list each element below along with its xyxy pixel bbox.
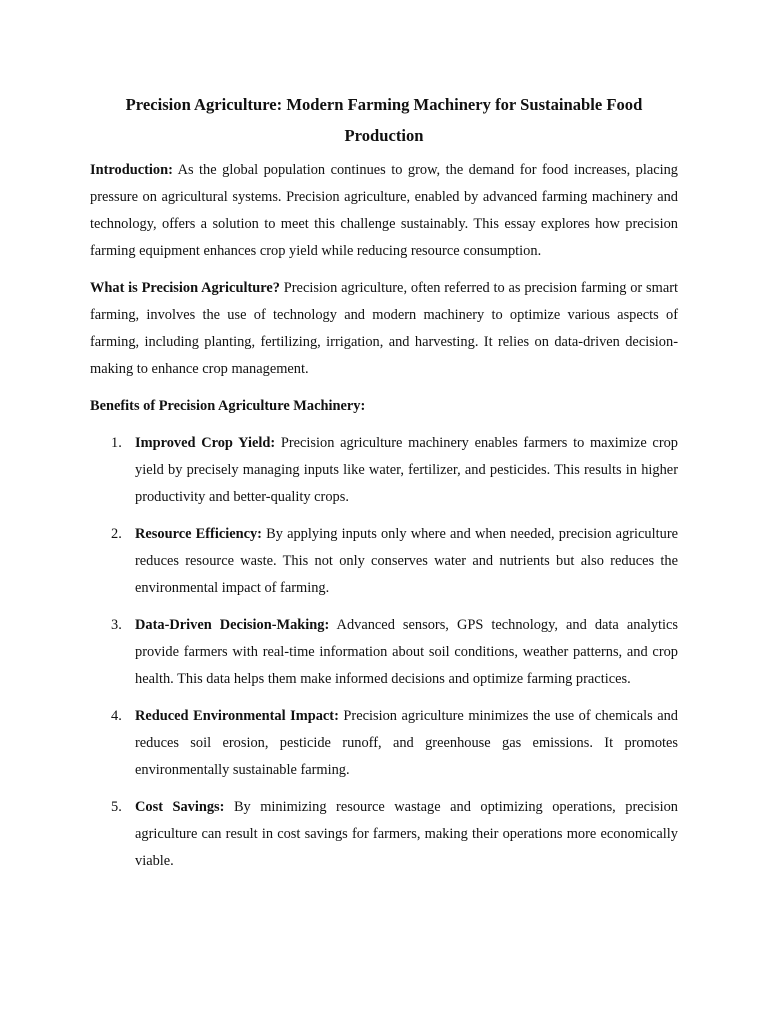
introduction-text: As the global population continues to grow, the demand for food increases, placing pressure on agricultural systems. Precision agriculture, enabled by advanced farming machinery and technology, offers a solution to meet this challenge sustainably. This essay explores how precision farming equipment enhances crop yield while reducing resource consumption. (90, 162, 678, 259)
introduction-lead: Introduction: (90, 162, 173, 178)
what-is-lead: What is Precision Agriculture? (90, 280, 280, 296)
benefit-item-environmental-impact (90, 703, 678, 784)
benefit-lead: Improved Crop Yield: (135, 435, 276, 451)
list-number: 5. (111, 799, 122, 815)
benefit-text: Precision agriculture minimizes the use of chemicals and reduces soil erosion, pesticide runoff, and greenhouse gas emissions. It promotes environmentally sustainable farming. (135, 708, 678, 778)
benefit-item-crop-yield (90, 430, 678, 511)
benefit-item-resource-efficiency (90, 521, 678, 602)
benefit-item-cost-savings (90, 794, 678, 875)
what-is-text: Precision agriculture, often referred to as precision farming or smart farming, involves the use of technology and modern machinery to optimize various aspects of farming, including planting, fertilizing, irrigation, and harvesting. It relies on data-driven decision-making to enhance crop management. (90, 280, 678, 377)
benefit-lead: Data-Driven Decision-Making: (135, 617, 330, 633)
list-number: 2. (111, 526, 122, 542)
benefit-text: Advanced sensors, GPS technology, and data analytics provide farmers with real-time information about soil conditions, weather patterns, and crop health. This data helps them make informed decisions and optimize farming practices. (135, 617, 679, 687)
document-title: Precision Agriculture: Modern Farming Machinery for Sustainable Food Production (125, 95, 643, 145)
list-number: 4. (111, 708, 122, 724)
benefit-item-data-driven (90, 612, 678, 693)
benefit-text: By applying inputs only where and when needed, precision agriculture reduces resource waste. This not only conserves water and nutrients but also reduces the environmental impact of farming. (135, 526, 679, 596)
list-number: 1. (111, 435, 122, 451)
benefit-lead: Cost Savings: (135, 799, 225, 815)
what-is-paragraph (90, 275, 678, 383)
benefit-text: By minimizing resource wastage and optimizing operations, precision agriculture can result in cost savings for farmers, making their operations more economically viable. (135, 799, 679, 869)
introduction-paragraph (90, 157, 678, 265)
benefit-lead: Resource Efficiency: (135, 526, 262, 542)
document-body (90, 89, 678, 885)
benefit-text: Precision agriculture machinery enables farmers to maximize crop yield by precisely managing inputs like water, fertilizer, and pesticides. This results in higher productivity and better-quality crops. (135, 435, 678, 505)
benefits-list (90, 430, 678, 875)
list-number: 3. (111, 617, 122, 633)
benefits-heading: Benefits of Precision Agriculture Machinery: (90, 398, 366, 414)
benefit-lead: Reduced Environmental Impact: (135, 708, 339, 724)
